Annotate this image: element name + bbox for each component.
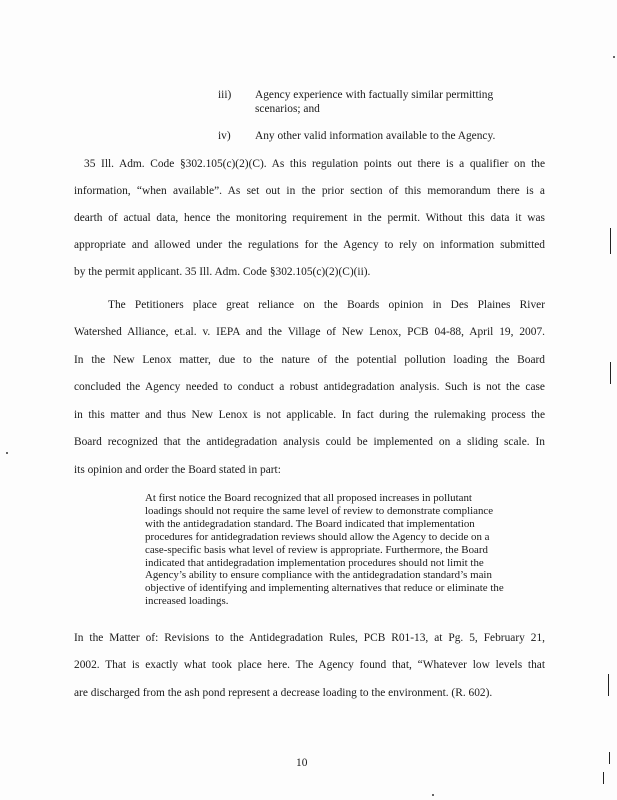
text-line: The Petitioners place great reliance on the Boards opinion in Des Plaines River <box>108 299 545 311</box>
text-line: In the New Lenox matter, due to the nature of the potential pollution loading the Board <box>74 354 545 366</box>
text-line: 35 Ill. Adm. Code §302.105(c)(2)(C). As this regulation points out there is a qualifier on the <box>84 158 545 170</box>
list-item-number: iv) <box>218 130 231 142</box>
text-line: Board recognized that the antidegradation analysis could be implemented on a sliding scale. In <box>74 436 545 448</box>
quote-line: with the antidegradation standard. The Board indicated that implementation <box>145 517 475 530</box>
quote-line: case-specific basis what level of review is appropriate. Furthermore, the Board <box>145 543 488 556</box>
text-line: its opinion and order the Board stated in part: <box>74 464 281 476</box>
quote-line: objective of identifying and implementing alternatives that reduce or eliminate the <box>145 582 504 595</box>
list-item-text: Any other valid information available to the Agency. <box>255 130 496 142</box>
scan-margin-mark <box>610 228 611 254</box>
quote-line: increased loadings. <box>145 595 229 608</box>
text-line: dearth of actual data, hence the monitoring requirement in the permit. Without this data it was <box>74 212 545 224</box>
text-line: information, “when available”. As set out in the prior section of this memorandum there is a <box>74 185 545 197</box>
scan-margin-mark <box>603 772 604 784</box>
scan-margin-mark <box>608 674 609 696</box>
scan-speck <box>432 794 434 796</box>
list-item-text: Agency experience with factually similar permitting <box>255 89 494 101</box>
quote-line: At first notice the Board recognized that all proposed increases in pollutant <box>145 492 472 504</box>
page-number: 10 <box>296 757 308 769</box>
text-line: by the permit applicant. 35 Ill. Adm. Code §302.105(c)(2)(C)(ii). <box>74 266 371 278</box>
text-line: concluded the Agency needed to conduct a robust antidegradation analysis. Such is not the case <box>74 381 545 393</box>
scan-margin-mark <box>609 752 610 764</box>
quote-line: indicated that antidegradation implementation procedures should not limit the <box>145 556 484 569</box>
quote-line: loadings should not require the same level of review to demonstrate compliance <box>145 504 494 517</box>
scan-margin-mark <box>610 362 611 384</box>
text-line: appropriate and allowed under the regulations for the Agency to rely on information submitted <box>74 239 545 251</box>
list-item-number: iii) <box>218 89 232 101</box>
text-line: are discharged from the ash pond represent a decrease loading to the environment. (R. 602). <box>74 687 493 699</box>
text-line: Watershed Alliance, et.al. v. IEPA and the Village of New Lenox, PCB 04-88, April 19, 2007. <box>74 326 545 338</box>
text-line: 2002. That is exactly what took place here. The Agency found that, “Whatever low levels that <box>74 659 545 671</box>
block-quote <box>145 492 541 608</box>
list-item-text: scenarios; and <box>255 103 320 115</box>
scan-speck <box>6 452 8 454</box>
scan-speck <box>613 56 615 58</box>
text-line: in this matter and thus New Lenox is not applicable. In fact during the rulemaking process the <box>74 409 545 421</box>
text-line: In the Matter of: Revisions to the Antidegradation Rules, PCB R01-13, at Pg. 5, February 21, <box>74 632 545 644</box>
quote-line: Agency’s ability to ensure compliance with the antidegradation standard’s main <box>145 569 492 582</box>
quote-line: procedures for antidegradation reviews should allow the Agency to decide on a <box>145 530 490 543</box>
